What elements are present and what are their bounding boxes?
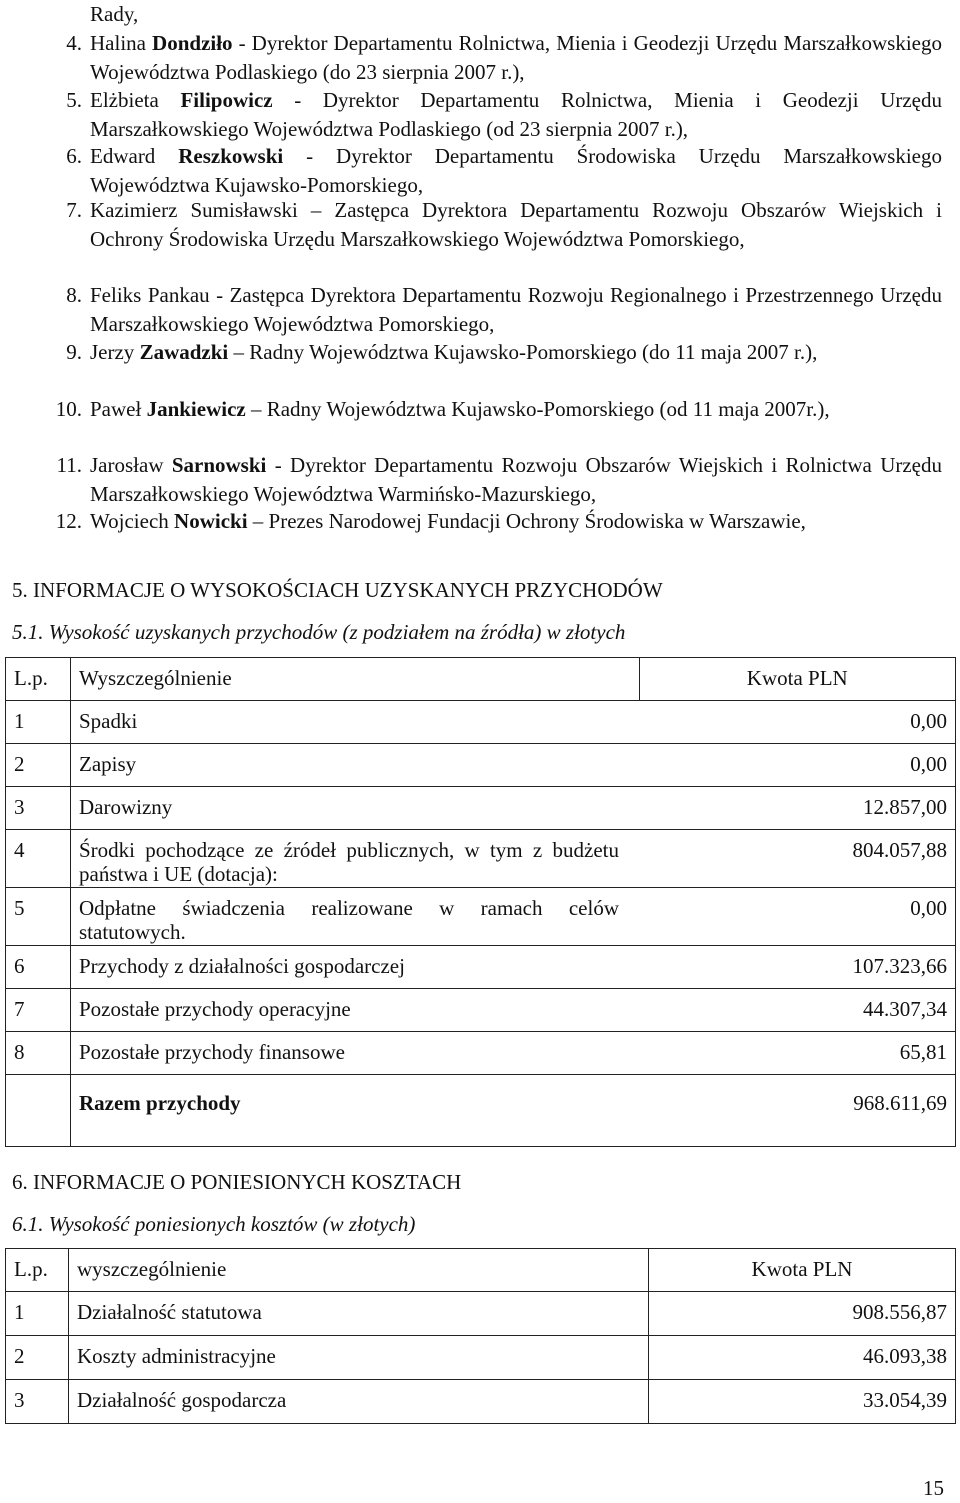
total-row [6,1075,956,1147]
row-lp: 2 [6,1336,69,1380]
header-desc: wyszczególnienie [69,1249,649,1292]
header-desc: Wyszczególnienie [71,658,640,701]
section6-heading: 6. INFORMACJE O PONIESIONYCH KOSZTACH [12,1170,462,1194]
row-lp: 7 [6,989,71,1032]
costs-table [5,1248,956,1424]
row-desc: Zapisy [71,744,640,787]
row-desc: Odpłatne świadczenia realizowane w ramach celów statutowych. [71,888,640,946]
table-row [6,946,956,989]
row-desc: Darowizny [71,787,640,830]
member-surname: Filipowicz [180,88,273,112]
member-surname: Sarnowski [171,453,267,477]
table-row [6,989,956,1032]
item-text: Halina Dondziło - Dyrektor Departamentu Rolnictwa, Mienia i Geodezji Urzędu Marszałkowskiego Województwa Podlaskiego (do 23 sierpnia 2007 r.), [90,31,942,84]
row-amount: 107.323,66 [639,946,956,989]
row-desc: Środki pochodzące ze źródeł publicznych, w tym z budżetu państwa i UE (dotacja): [71,830,640,888]
item-text: Jerzy Zawadzki – Radny Województwa Kujawsko-Pomorskiego (do 11 maja 2007 r.), [90,340,818,364]
header-amount: Kwota PLN [639,658,956,701]
item-number: 9. [66,340,82,364]
row-lp: 5 [6,888,71,946]
table-row [6,1032,956,1075]
row-amount: 65,81 [639,1032,956,1075]
header-lp: L.p. [6,1249,69,1292]
row-desc: Działalność statutowa [69,1292,649,1336]
revenue-table [5,657,956,1147]
item-number: 12. [55,509,82,533]
item-number: 11. [56,453,82,477]
row-desc: Koszty administracyjne [69,1336,649,1380]
row-amount: 0,00 [639,888,956,946]
row-desc: Przychody z działalności gospodarczej [71,946,640,989]
total-amount: 968.611,69 [639,1075,956,1147]
section5-subheading: 5.1. Wysokość uzyskanych przychodów (z podziałem na źródła) w złotych [12,620,626,644]
item-text: Edward Reszkowski - Dyrektor Departamentu Środowiska Urzędu Marszałkowskiego Województwa Kujawsko-Pomorskiego, [90,144,942,197]
section6-subheading: 6.1. Wysokość poniesionych kosztów (w złotych) [12,1212,416,1236]
row-amount: 908.556,87 [649,1292,956,1336]
total-label: Razem przychody [71,1075,640,1147]
table-row [6,1380,956,1424]
item-number: 5. [66,88,82,112]
row-amount: 46.093,38 [649,1336,956,1380]
intro-fragment: Rady, [90,2,139,26]
member-surname: Nowicki [174,509,248,533]
row-desc: Spadki [71,701,640,744]
table-row [6,1336,956,1380]
item-text: Kazimierz Sumisławski – Zastępca Dyrektora Departamentu Rozwoju Obszarów Wiejskich i Ochrony Środowiska Urzędu Marszałkowskiego Województwa Pomorskiego, [90,198,942,251]
page-number: 15 [923,1476,944,1500]
row-lp: 1 [6,701,71,744]
table-row [6,787,956,830]
total-lp-empty [6,1075,71,1147]
item-text: Paweł Jankiewicz – Radny Województwa Kujawsko-Pomorskiego (od 11 maja 2007r.), [90,397,830,421]
row-amount: 33.054,39 [649,1380,956,1424]
row-amount: 0,00 [639,744,956,787]
item-text: Jarosław Sarnowski - Dyrektor Departamentu Rozwoju Obszarów Wiejskich i Rolnictwa Urzędu Marszałkowskiego Województwa Warmińsko-Mazurskiego, [90,453,942,506]
row-amount: 804.057,88 [639,830,956,888]
row-lp: 3 [6,1380,69,1424]
item-number: 6. [66,144,82,168]
table-row [6,701,956,744]
row-lp: 8 [6,1032,71,1075]
row-amount: 0,00 [639,701,956,744]
header-lp: L.p. [6,658,71,701]
section5-heading: 5. INFORMACJE O WYSOKOŚCIACH UZYSKANYCH PRZYCHODÓW [12,578,663,602]
row-desc: Pozostałe przychody finansowe [71,1032,640,1075]
table-row [6,830,956,888]
table-row [6,744,956,787]
row-desc: Pozostałe przychody operacyjne [71,989,640,1032]
item-number: 7. [66,198,82,222]
row-lp: 3 [6,787,71,830]
item-text: Wojciech Nowicki – Prezes Narodowej Fundacji Ochrony Środowiska w Warszawie, [90,509,806,533]
member-surname: Reszkowski [178,144,284,168]
row-desc: Działalność gospodarcza [69,1380,649,1424]
row-lp: 4 [6,830,71,888]
member-surname: Dondziło [152,31,233,55]
row-lp: 2 [6,744,71,787]
item-number: 10. [55,397,82,421]
member-surname: Zawadzki [139,340,229,364]
item-number: 8. [66,283,82,307]
item-text: Elżbieta Filipowicz - Dyrektor Departamentu Rolnictwa, Mienia i Geodezji Urzędu Marszałkowskiego Województwa Podlaskiego (od 23 sierpnia 2007 r.), [90,88,943,141]
table-header-row [6,1249,956,1292]
row-amount: 12.857,00 [639,787,956,830]
table-row [6,1292,956,1336]
item-text: Feliks Pankau - Zastępca Dyrektora Departamentu Rozwoju Regionalnego i Przestrzennego Urzędu Marszałkowskiego Województwa Pomorskiego, [90,283,942,336]
header-amount: Kwota PLN [649,1249,956,1292]
table-row [6,888,956,946]
member-surname: Jankiewicz [146,397,246,421]
table-header-row [6,658,956,701]
row-amount: 44.307,34 [639,989,956,1032]
row-lp: 1 [6,1292,69,1336]
row-lp: 6 [6,946,71,989]
item-number: 4. [66,31,82,55]
